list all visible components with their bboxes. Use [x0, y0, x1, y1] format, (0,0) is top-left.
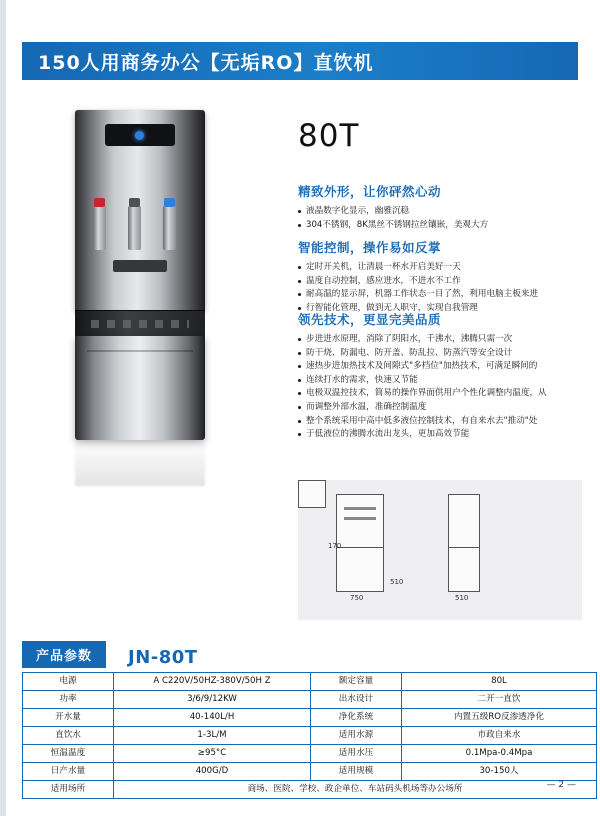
spec-tab-label: 产品参数 [22, 641, 106, 668]
model-heading: 80T [298, 118, 360, 154]
feature-title: 领先技术，更显完美品质 [298, 312, 442, 327]
feature-item: 步进进水原理，消除了阴阳水，千沸水，沸腾只需一次 [298, 333, 582, 346]
spec-value: 80L [402, 673, 597, 691]
table-row [23, 763, 597, 781]
feature-item: 行智能化管理，做到无人职守，实现自我管理 [298, 302, 582, 315]
feature-item: 而调整外部水温，准确控制温度 [298, 401, 582, 414]
header-banner [22, 42, 578, 80]
spec-table [22, 672, 597, 799]
spec-label: 功率 [23, 691, 114, 709]
product-photo [40, 100, 280, 480]
dimension-label-height-front: 170 [328, 542, 342, 550]
spec-label: 电源 [23, 673, 114, 691]
feature-title: 精致外形，让你砰然心动 [298, 184, 442, 199]
spec-label: 适用水源 [311, 727, 402, 745]
spec-value: 二开一直饮 [402, 691, 597, 709]
spec-section [22, 640, 578, 799]
spec-value: 内置五级RO反渗透净化 [402, 709, 597, 727]
drawing-front-view [336, 494, 384, 592]
feature-item: 防干烧、防漏电、防开盖、防乱拉、防蒸汽等安全设计 [298, 347, 582, 360]
photo-reflection [75, 440, 205, 486]
drawing-side-view [448, 494, 480, 592]
technical-drawing [298, 480, 582, 620]
feature-item: 电极双温控技术，简易的操作界面供用户个性化调整内温度，从 [298, 387, 582, 400]
feature-block-control [298, 238, 582, 315]
spec-label: 恒温温度 [23, 745, 114, 763]
dimension-label-width-side: 510 [455, 594, 469, 602]
feature-block-technology [298, 310, 582, 442]
feature-block-design [298, 182, 582, 232]
drawing-divider [449, 547, 479, 548]
spec-value: 40-140L/H [114, 709, 311, 727]
spec-label: 直饮水 [23, 727, 114, 745]
feature-item: 整个系统采用中高中低多液位控制技术，有自来水去"推动"处 [298, 415, 582, 428]
spec-value: 商场、医院、学校、政企单位、车站码头机场等办公场所 [114, 781, 597, 799]
spec-value: 市政自来水 [402, 727, 597, 745]
dispenser-upper-cabinet [75, 110, 205, 310]
table-row [23, 745, 597, 763]
feature-list [298, 333, 582, 441]
feature-title: 智能控制，操作易如反掌 [298, 240, 442, 255]
spec-label: 适用场所 [23, 781, 114, 799]
spec-label: 日产水量 [23, 763, 114, 781]
warm-water-tap-icon [128, 206, 141, 250]
spec-label: 适用水压 [311, 745, 402, 763]
drawing-tap-row-icon [344, 517, 376, 520]
power-indicator-icon [135, 131, 144, 140]
hot-water-tap-icon [93, 206, 106, 250]
spec-value: 3/6/9/12KW [114, 691, 311, 709]
page-number: — 2 — [546, 780, 576, 790]
display-panel-icon [105, 124, 175, 146]
spec-value: ≥95°C [114, 745, 311, 763]
control-panel-strip [75, 310, 205, 337]
water-dispenser-illustration [75, 110, 205, 440]
drawing-tap-row-icon [344, 507, 376, 510]
feature-list [298, 261, 582, 314]
spec-value: A C220V/50HZ-380V/50H Z [114, 673, 311, 691]
spec-label: 适用规模 [311, 763, 402, 781]
page-title: 150人用商务办公【无垢RO】直饮机 [38, 51, 374, 74]
feature-item: 速热步进加热技术及间隙式"多档位"加热技术，可满足瞬间的 [298, 360, 582, 373]
spec-value: 0.1Mpa-0.4Mpa [402, 745, 597, 763]
spec-label: 出水设计 [311, 691, 402, 709]
feature-item: 304不锈钢，8K黑丝不锈钢拉丝镶嵌，美观大方 [298, 219, 582, 232]
table-row [23, 781, 597, 799]
dispenser-lower-cabinet [75, 336, 205, 440]
dimension-label-height-side: 510 [390, 578, 404, 586]
feature-item: 定时开关机，让清晨一杯水开启美好一天 [298, 261, 582, 274]
spec-label: 开水量 [23, 709, 114, 727]
table-row [23, 691, 597, 709]
feature-item: 液晶数字化显示，幽雅沉稳 [298, 205, 582, 218]
feature-item: 连续打水的需求，快速又节能 [298, 374, 582, 387]
spec-value: 400G/D [114, 763, 311, 781]
table-row [23, 727, 597, 745]
dimension-label-width-front: 750 [350, 594, 364, 602]
control-buttons-icon [91, 320, 189, 328]
spec-header [22, 640, 578, 668]
drawing-detail-view [298, 480, 326, 508]
spec-value: 30-150人 [402, 763, 597, 781]
feature-list [298, 205, 582, 231]
spec-label: 净化系统 [311, 709, 402, 727]
spec-value: 1-3L/M [114, 727, 311, 745]
feature-item: 温度自动控制，感应进水，不进水不工作 [298, 275, 582, 288]
feature-item: 于低液位的沸腾水流出龙头，更加高效节能 [298, 428, 582, 441]
spec-label: 额定容量 [311, 673, 402, 691]
feature-item: 耐高温的显示屏，机器工作状态一目了然，利用电脑主板来进 [298, 288, 582, 301]
table-row [23, 673, 597, 691]
spec-model-label: JN-80T [128, 647, 198, 668]
cold-water-tap-icon [163, 206, 176, 250]
drawing-divider [337, 547, 383, 548]
page-edge-shadow [0, 0, 6, 816]
drip-tray-icon [113, 260, 167, 272]
table-row [23, 709, 597, 727]
